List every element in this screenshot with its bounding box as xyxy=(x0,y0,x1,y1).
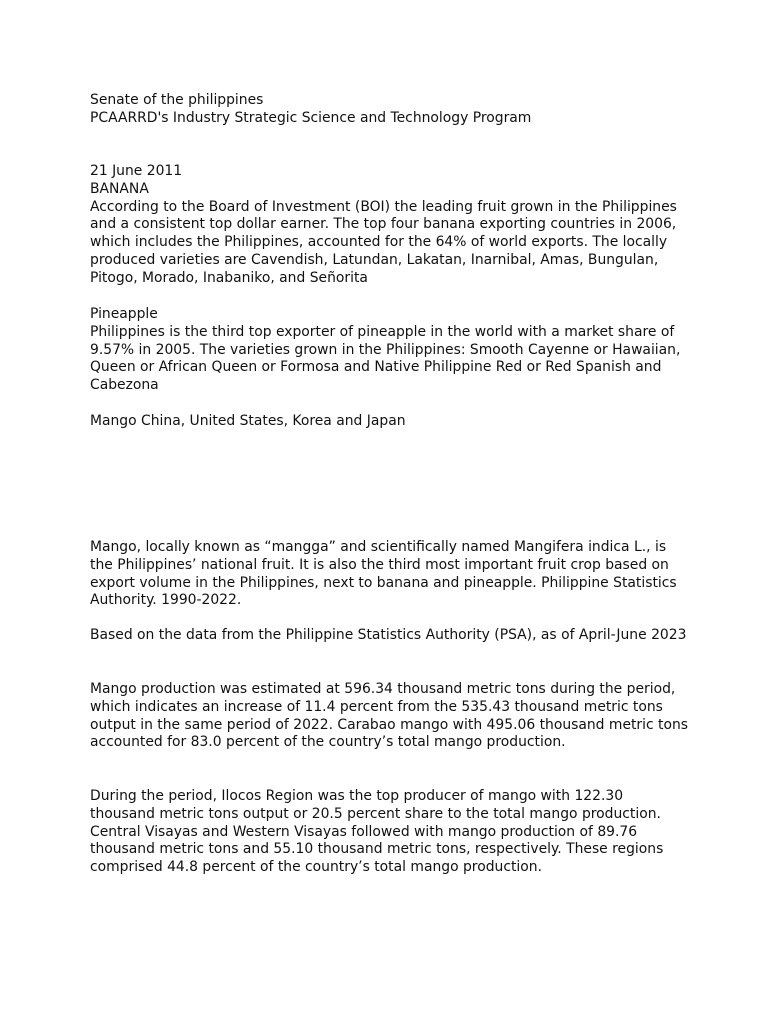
banana-heading: BANANA xyxy=(90,180,149,197)
pineapple-body: Philippines is the third top exporter of pineapple in the world with a market share of 9.57% in 2005. The varieties grown in the Philippines: Smooth Cayenne or Hawaiian, Queen or African Queen or Formosa and Native Philippine Red or Red Spanish and Cabezona xyxy=(90,323,681,394)
mango-production-text: Mango production was estimated at 596.34 thousand metric tons during the period, which indicates an increase of 11.4 percent from the 535.43 thousand metric tons output in the same period of 2022. Carabao mango with 495.06 thousand metric tons accounted for 83.0 percent of the country’s total mango production. xyxy=(90,681,689,751)
mango-markets-text: Mango China, United States, Korea and Japan xyxy=(90,413,406,429)
mango-regions-section xyxy=(90,788,690,877)
mango-intro-text: Mango, locally known as “mangga” and scientifically named Mangifera indica L., is the Philippines’ national fruit. It is also the third most important fruit crop based on export volume in the Philippines, next to banana and pineapple. Philippine Statistics Authority. 1990-2022. xyxy=(90,539,677,609)
pineapple-section xyxy=(90,306,690,395)
psa-source-text: Based on the data from the Philippine Statistics Authority (PSA), as of April-June 2023 xyxy=(90,627,687,643)
mango-regions-text: During the period, Ilocos Region was the top producer of mango with 122.30 thousand metric tons output or 20.5 percent share to the total mango production. Central Visayas and Western Visayas followed with mango production of 89.76 thousand metric tons and 55.10 thousand metric tons, respectively. These regions comprised 44.8 percent of the country’s total mango production. xyxy=(90,788,664,876)
header-line-2: PCAARRD's Industry Strategic Science and Technology Program xyxy=(90,109,532,126)
mango-production-section xyxy=(90,681,690,752)
psa-source-section xyxy=(90,627,690,645)
document-header xyxy=(90,92,690,128)
document-date: 21 June 2011 xyxy=(90,163,183,179)
banana-body: According to the Board of Investment (BOI) the leading fruit grown in the Philippines and a consistent top dollar earner. The top four banana exporting countries in 2006, which includes the Philippines, accounted for the 64% of world exports. The locally produced varieties are Cavendish, Latundan, Lakatan, Inarnibal, Amas, Bungulan, Pitogo, Morado, Inabaniko, and Señorita xyxy=(90,198,677,286)
header-line-1: Senate of the philippines xyxy=(90,92,264,108)
pineapple-heading: Pineapple xyxy=(90,306,158,322)
banana-section xyxy=(90,163,690,288)
mango-markets-section xyxy=(90,413,690,431)
mango-intro-section xyxy=(90,539,690,610)
